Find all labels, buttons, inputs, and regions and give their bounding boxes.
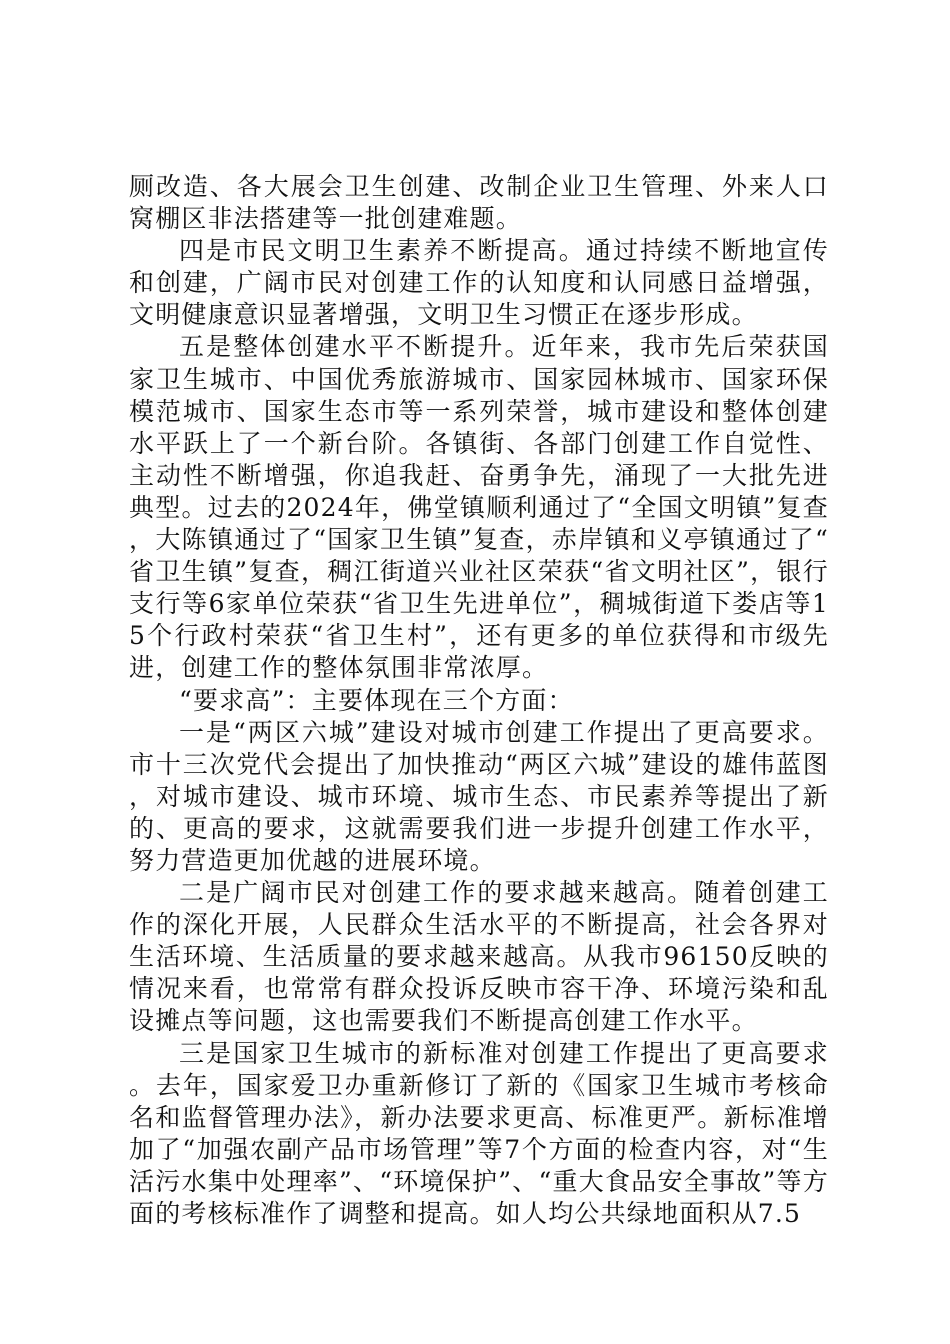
paragraph-high-requirements-heading: “要求高”：主要体现在三个方面： — [179, 685, 574, 715]
document-body — [129, 171, 829, 1230]
paragraph-citizen-requirements: 二是广阔市民对创建工作的要求越来越高。随着创建工作的深化开展，人民群众生活水平的不断提高，社会各界对生活环境、生活质量的要求越来越高。从我市96150反映的情况来看，也常常有群众投诉反映市容干净、环境污染和乱设摊点等问题，这也需要我们不断提高创建工作水平。 — [129, 878, 829, 1036]
paragraph-continuation: 厕改造、各大展会卫生创建、改制企业卫生管理、外来人口窝棚区非法搭建等一批创建难题。 — [129, 172, 829, 234]
paragraph-civic-literacy: 四是市民文明卫生素养不断提高。通过持续不断地宣传和创建，广阔市民对创建工作的认知度和认同感日益增强，文明健康意识显著增强，文明卫生习惯正在逐步形成。 — [129, 236, 829, 330]
paragraph-two-zones-six-cities: 一是“两区六城”建设对城市创建工作提出了更高要求。市十三次党代会提出了加快推动“两区六城”建设的雄伟蓝图，对城市建设、城市环境、城市生态、市民素养等提出了新的、更高的要求，这就需要我们进一步提升创建工作水平，努力营造更加优越的进展环境。 — [129, 717, 829, 875]
paragraph-overall-level: 五是整体创建水平不断提升。近年来，我市先后荣获国家卫生城市、中国优秀旅游城市、国家园林城市、国家环保模范城市、国家生态市等一系列荣誉，城市建设和整体创建水平跃上了一个新台阶。各镇街、各部门创建工作自觉性、主动性不断增强，你追我赶、奋勇争先，涌现了一大批先进典型。过去的2024年，佛堂镇顺利通过了“全国文明镇”复查，大陈镇通过了“国家卫生镇”复查，赤岸镇和义亭镇通过了“省卫生镇”复查，稠江街道兴业社区荣获“省文明社区”，银行支行等6家单位荣获“省卫生先进单位”，稠城街道下娄店等15个行政村荣获“省卫生村”，还有更多的单位获得和市级先进，创建工作的整体氛围非常浓厚。 — [129, 332, 829, 683]
paragraph-new-standards: 三是国家卫生城市的新标准对创建工作提出了更高要求。去年，国家爱卫办重新修订了新的《国家卫生城市考核命名和监督管理办法》，新办法要求更高、标准更严。新标准增加了“加强农副产品市场管理”等7个方面的检查内容，对“生活污水集中处理率”、“环境保护”、“重大食品安全事故”等方面的考核标准作了调整和提高。如人均公共绿地面积从7.5 — [129, 1038, 829, 1228]
